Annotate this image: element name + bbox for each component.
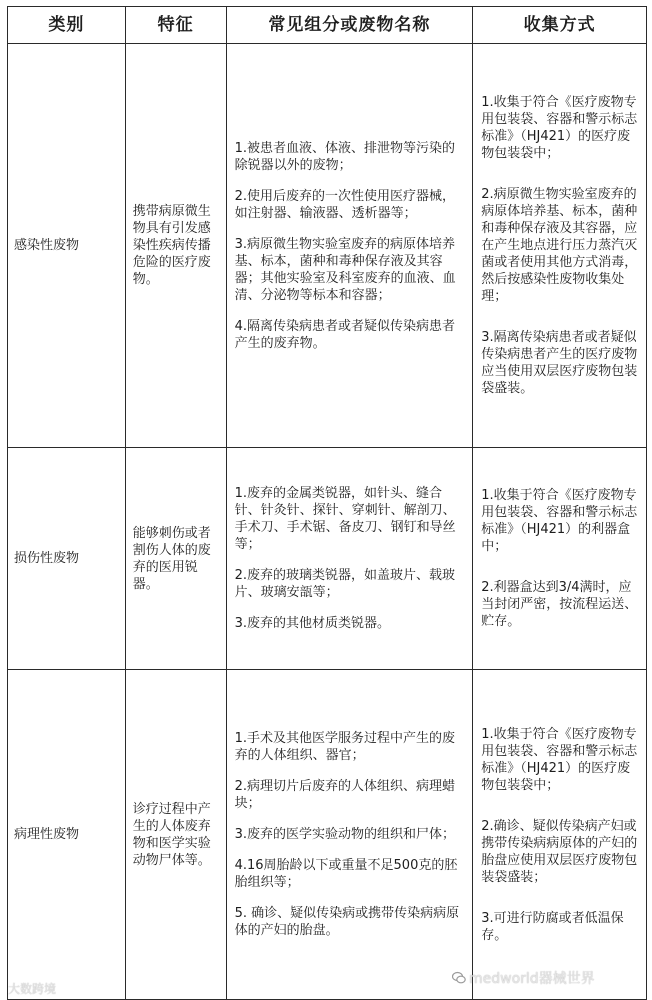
component-item: 2.病理切片后废弃的人体组织、病理蜡块； xyxy=(234,779,455,811)
collection-item: 1.收集于符合《医疗废物专用包装袋、容器和警示标志标准》（HJ421）的利器盒中； xyxy=(481,488,638,554)
component-item: 3.废弃的医学实验动物的组织和尸体； xyxy=(234,827,455,842)
collection-item: 1.收集于符合《医疗废物专用包装袋、容器和警示标志标准》（HJ421）的医疗废物包装袋中； xyxy=(481,95,638,161)
table-row-injurious xyxy=(8,448,647,670)
collection-cell xyxy=(473,670,647,1000)
collection-item: 2.病原微生物实验室废弃的病原体培养基、标本，菌种和毒种保存液及其容器，应在产生地点进行压力蒸汽灭菌或者使用其他方式消毒，然后按感染性废物收集处理； xyxy=(481,187,638,304)
header-category: 类别 xyxy=(8,7,126,44)
category-cell: 感染性废物 xyxy=(8,44,126,448)
watermark-right-text: medworld器械世界 xyxy=(469,971,595,987)
collection-item: 3.隔离传染病患者或者疑似传染病患者产生的医疗废物应当使用双层医疗废物包装袋盛装。 xyxy=(481,330,638,396)
watermark-left-text: 大数跨境 xyxy=(8,982,57,996)
feature-cell: 诊疗过程中产生的人体废弃物和医学实验动物尸体等。 xyxy=(125,670,226,1000)
collection-item: 2.确诊、疑似传染病产妇或携带传染病病原体的产妇的胎盘应使用双层医疗废物包装袋盛装； xyxy=(481,818,638,885)
collection-item: 1.收集于符合《医疗废物专用包装袋、容器和警示标志标准》（HJ421）的医疗废物包装袋中； xyxy=(481,726,638,793)
collection-item: 3.可进行防腐或者低温保存。 xyxy=(481,910,624,943)
component-item: 5. 确诊、疑似传染病或携带传染病病原体的产妇的胎盘。 xyxy=(234,906,460,938)
component-item: 1.被患者血液、体液、排泄物等污染的除锐器以外的废物； xyxy=(234,140,455,173)
component-item: 2.废弃的玻璃类锐器，如盖玻片、载玻片、玻璃安瓿等； xyxy=(234,568,455,600)
watermark-right xyxy=(452,968,595,988)
category-cell: 损伤性废物 xyxy=(8,448,126,670)
components-cell xyxy=(226,448,473,670)
collection-cell xyxy=(473,44,647,448)
component-item: 4.隔离传染病患者或者疑似传染病患者产生的废弃物。 xyxy=(234,318,455,351)
header-row xyxy=(8,7,647,44)
component-item: 1.手术及其他医学服务过程中产生的废弃的人体组织、器官； xyxy=(234,731,455,763)
component-item: 4.16周胎龄以下或重量不足500克的胚胎组织等； xyxy=(234,858,458,890)
feature-cell: 能够刺伤或者割伤人体的废弃的医用锐器。 xyxy=(125,448,226,670)
medical-waste-table xyxy=(7,6,647,1000)
table-row-pathological xyxy=(8,670,647,1000)
components-cell xyxy=(226,44,473,448)
component-item: 3.废弃的其他材质类锐器。 xyxy=(234,616,390,631)
component-item: 2.使用后废弃的一次性使用医疗器械，如注射器、输液器、透析器等； xyxy=(234,188,455,221)
collection-item: 2.利器盒达到3/4满时，应当封闭严密，按流程运送、贮存。 xyxy=(481,580,638,629)
component-item: 1.废弃的金属类锐器，如针头、缝合针、针灸针、探针、穿刺针、解剖刀、手术刀、手术锯、备皮刀、钢钉和导丝等； xyxy=(234,486,456,552)
collection-cell xyxy=(473,448,647,670)
feature-cell: 携带病原微生物具有引发感染性疾病传播危险的医疗废物。 xyxy=(125,44,226,448)
header-feature: 特征 xyxy=(125,7,226,44)
wechat-icon xyxy=(452,971,466,985)
category-cell: 病理性废物 xyxy=(8,670,126,1000)
header-components: 常见组分或废物名称 xyxy=(226,7,473,44)
component-item: 3.病原微生物实验室废弃的病原体培养基、标本，菌种和毒种保存液及其容器；其他实验室及科室废弃的血液、血清、分泌物等标本和容器； xyxy=(234,236,456,303)
watermark-left xyxy=(8,980,56,997)
header-collection: 收集方式 xyxy=(473,7,647,44)
table-row-infectious xyxy=(8,44,647,448)
components-cell xyxy=(226,670,473,1000)
